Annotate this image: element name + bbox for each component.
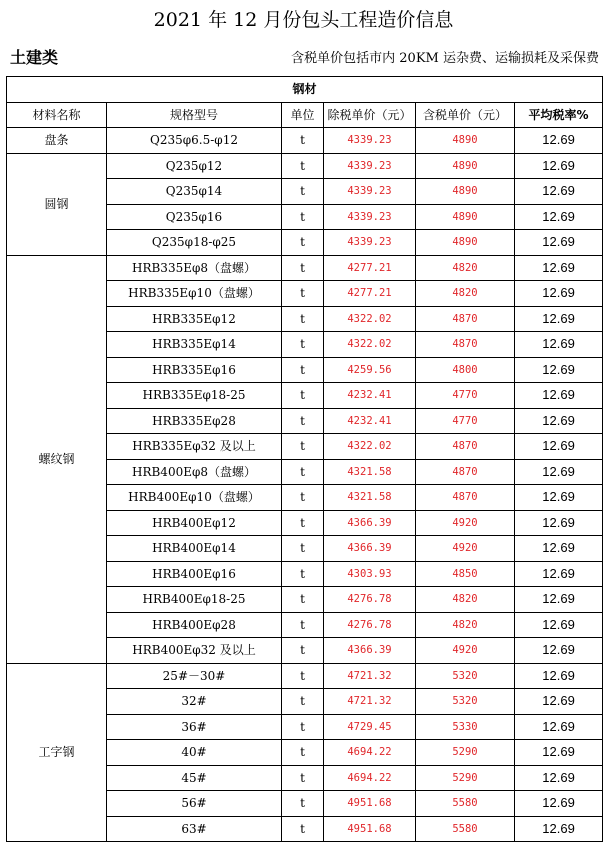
gross-price-cell: 4870: [416, 306, 515, 332]
net-price-cell: 4721.32: [324, 663, 416, 689]
unit-cell: t: [282, 230, 324, 256]
spec-cell: 56#: [107, 791, 282, 817]
spec-cell: Q235φ12: [107, 153, 282, 179]
gross-price-cell: 4890: [416, 153, 515, 179]
gross-price-cell: 5320: [416, 663, 515, 689]
net-price-cell: 4366.39: [324, 536, 416, 562]
net-price-cell: 4951.68: [324, 816, 416, 842]
spec-cell: HRB400Eφ8（盘螺）: [107, 459, 282, 485]
tax-rate-cell: 12.69: [515, 663, 603, 689]
tax-rate-cell: 12.69: [515, 204, 603, 230]
tax-rate-cell: 12.69: [515, 587, 603, 613]
net-price-cell: 4277.21: [324, 255, 416, 281]
category-label: 土建类: [10, 48, 59, 67]
tax-rate-cell: 12.69: [515, 536, 603, 562]
material-name-cell: 螺纹钢: [7, 255, 107, 663]
tax-rate-cell: 12.69: [515, 128, 603, 154]
tax-rate-cell: 12.69: [515, 408, 603, 434]
unit-cell: t: [282, 306, 324, 332]
spec-cell: HRB335Eφ10（盘螺）: [107, 281, 282, 307]
gross-price-cell: 4920: [416, 510, 515, 536]
gross-price-cell: 5580: [416, 816, 515, 842]
tax-rate-cell: 12.69: [515, 638, 603, 664]
unit-cell: t: [282, 765, 324, 791]
unit-cell: t: [282, 740, 324, 766]
header-unit: 单位: [282, 102, 324, 128]
net-price-cell: 4339.23: [324, 204, 416, 230]
net-price-cell: 4322.02: [324, 332, 416, 358]
net-price-cell: 4276.78: [324, 612, 416, 638]
spec-cell: HRB335Eφ12: [107, 306, 282, 332]
price-table: [6, 76, 603, 842]
net-price-cell: 4729.45: [324, 714, 416, 740]
table-row: [7, 128, 603, 154]
gross-price-cell: 4890: [416, 230, 515, 256]
net-price-cell: 4694.22: [324, 765, 416, 791]
gross-price-cell: 4890: [416, 179, 515, 205]
spec-cell: 40#: [107, 740, 282, 766]
spec-cell: Q235φ6.5-φ12: [107, 128, 282, 154]
material-name-cell: 圆钢: [7, 153, 107, 255]
spec-cell: HRB335Eφ16: [107, 357, 282, 383]
spec-cell: HRB335Eφ18-25: [107, 383, 282, 409]
unit-cell: t: [282, 153, 324, 179]
tax-rate-cell: 12.69: [515, 383, 603, 409]
spec-cell: HRB400Eφ18-25: [107, 587, 282, 613]
net-price-cell: 4321.58: [324, 485, 416, 511]
net-price-cell: 4322.02: [324, 306, 416, 332]
gross-price-cell: 4820: [416, 587, 515, 613]
unit-cell: t: [282, 536, 324, 562]
spec-cell: HRB400Eφ28: [107, 612, 282, 638]
spec-cell: HRB400Eφ16: [107, 561, 282, 587]
spec-cell: HRB400Eφ32 及以上: [107, 638, 282, 664]
gross-price-cell: 4920: [416, 536, 515, 562]
tax-rate-cell: 12.69: [515, 740, 603, 766]
spec-cell: HRB400Eφ12: [107, 510, 282, 536]
document-title: 2021 年 12 月份包头工程造价信息: [153, 9, 454, 31]
net-price-cell: 4721.32: [324, 689, 416, 715]
header-tax-rate: 平均税率%: [515, 102, 603, 128]
gross-price-cell: 5290: [416, 740, 515, 766]
tax-rate-cell: 12.69: [515, 434, 603, 460]
tax-rate-cell: 12.69: [515, 612, 603, 638]
unit-cell: t: [282, 179, 324, 205]
net-price-cell: 4276.78: [324, 587, 416, 613]
unit-cell: t: [282, 434, 324, 460]
gross-price-cell: 4890: [416, 204, 515, 230]
spec-cell: 36#: [107, 714, 282, 740]
gross-price-cell: 4890: [416, 128, 515, 154]
unit-cell: t: [282, 612, 324, 638]
net-price-cell: 4694.22: [324, 740, 416, 766]
gross-price-cell: 4920: [416, 638, 515, 664]
header-spec: 规格型号: [107, 102, 282, 128]
material-name-cell: 盘条: [7, 128, 107, 154]
net-price-cell: 4339.23: [324, 230, 416, 256]
gross-price-cell: 4800: [416, 357, 515, 383]
gross-price-cell: 4820: [416, 612, 515, 638]
gross-price-cell: 4870: [416, 332, 515, 358]
unit-cell: t: [282, 255, 324, 281]
net-price-cell: 4339.23: [324, 153, 416, 179]
gross-price-cell: 4820: [416, 281, 515, 307]
unit-cell: t: [282, 408, 324, 434]
tax-rate-cell: 12.69: [515, 561, 603, 587]
price-note: 含税单价包括市内 20KM 运杂费、运输损耗及采保费: [291, 51, 599, 66]
gross-price-cell: 4770: [416, 383, 515, 409]
table-row: [7, 255, 603, 281]
unit-cell: t: [282, 459, 324, 485]
tax-rate-cell: 12.69: [515, 179, 603, 205]
net-price-cell: 4259.56: [324, 357, 416, 383]
spec-cell: HRB335Eφ32 及以上: [107, 434, 282, 460]
gross-price-cell: 5330: [416, 714, 515, 740]
unit-cell: t: [282, 281, 324, 307]
header-row: [7, 102, 603, 128]
header-gross-price: 含税单价（元）: [416, 102, 515, 128]
unit-cell: t: [282, 689, 324, 715]
tax-rate-cell: 12.69: [515, 816, 603, 842]
gross-price-cell: 4870: [416, 485, 515, 511]
net-price-cell: 4339.23: [324, 128, 416, 154]
spec-cell: HRB335Eφ28: [107, 408, 282, 434]
spec-cell: 63#: [107, 816, 282, 842]
gross-price-cell: 5580: [416, 791, 515, 817]
header-net-price: 除税单价（元）: [324, 102, 416, 128]
tax-rate-cell: 12.69: [515, 459, 603, 485]
net-price-cell: 4232.41: [324, 383, 416, 409]
spec-cell: 25#－30#: [107, 663, 282, 689]
tax-rate-cell: 12.69: [515, 689, 603, 715]
tax-rate-cell: 12.69: [515, 153, 603, 179]
gross-price-cell: 4770: [416, 408, 515, 434]
tax-rate-cell: 12.69: [515, 765, 603, 791]
unit-cell: t: [282, 663, 324, 689]
tax-rate-cell: 12.69: [515, 306, 603, 332]
gross-price-cell: 4870: [416, 434, 515, 460]
spec-cell: HRB335Eφ14: [107, 332, 282, 358]
unit-cell: t: [282, 204, 324, 230]
tax-rate-cell: 12.69: [515, 714, 603, 740]
tax-rate-cell: 12.69: [515, 510, 603, 536]
tax-rate-cell: 12.69: [515, 281, 603, 307]
net-price-cell: 4339.23: [324, 179, 416, 205]
tax-rate-cell: 12.69: [515, 332, 603, 358]
unit-cell: t: [282, 510, 324, 536]
gross-price-cell: 4820: [416, 255, 515, 281]
table-body: [7, 77, 603, 842]
spec-cell: Q235φ16: [107, 204, 282, 230]
tax-rate-cell: 12.69: [515, 791, 603, 817]
table-row: [7, 663, 603, 689]
gross-price-cell: 4850: [416, 561, 515, 587]
unit-cell: t: [282, 357, 324, 383]
net-price-cell: 4366.39: [324, 510, 416, 536]
unit-cell: t: [282, 485, 324, 511]
unit-cell: t: [282, 587, 324, 613]
unit-cell: t: [282, 816, 324, 842]
tax-rate-cell: 12.69: [515, 485, 603, 511]
header-material: 材料名称: [7, 102, 107, 128]
gross-price-cell: 4870: [416, 459, 515, 485]
spec-cell: Q235φ14: [107, 179, 282, 205]
spec-cell: 32#: [107, 689, 282, 715]
tax-rate-cell: 12.69: [515, 357, 603, 383]
tax-rate-cell: 12.69: [515, 255, 603, 281]
unit-cell: t: [282, 638, 324, 664]
material-name-cell: 工字钢: [7, 663, 107, 842]
unit-cell: t: [282, 383, 324, 409]
net-price-cell: 4232.41: [324, 408, 416, 434]
spec-cell: HRB400Eφ10（盘螺）: [107, 485, 282, 511]
unit-cell: t: [282, 561, 324, 587]
gross-price-cell: 5320: [416, 689, 515, 715]
table-row: [7, 153, 603, 179]
unit-cell: t: [282, 128, 324, 154]
unit-cell: t: [282, 714, 324, 740]
unit-cell: t: [282, 332, 324, 358]
net-price-cell: 4321.58: [324, 459, 416, 485]
spec-cell: HRB400Eφ14: [107, 536, 282, 562]
section-row: [7, 77, 603, 103]
spec-cell: 45#: [107, 765, 282, 791]
net-price-cell: 4277.21: [324, 281, 416, 307]
net-price-cell: 4322.02: [324, 434, 416, 460]
net-price-cell: 4951.68: [324, 791, 416, 817]
unit-cell: t: [282, 791, 324, 817]
section-title: 钢材: [7, 77, 603, 103]
tax-rate-cell: 12.69: [515, 230, 603, 256]
net-price-cell: 4303.93: [324, 561, 416, 587]
net-price-cell: 4366.39: [324, 638, 416, 664]
spec-cell: HRB335Eφ8（盘螺）: [107, 255, 282, 281]
spec-cell: Q235φ18-φ25: [107, 230, 282, 256]
gross-price-cell: 5290: [416, 765, 515, 791]
